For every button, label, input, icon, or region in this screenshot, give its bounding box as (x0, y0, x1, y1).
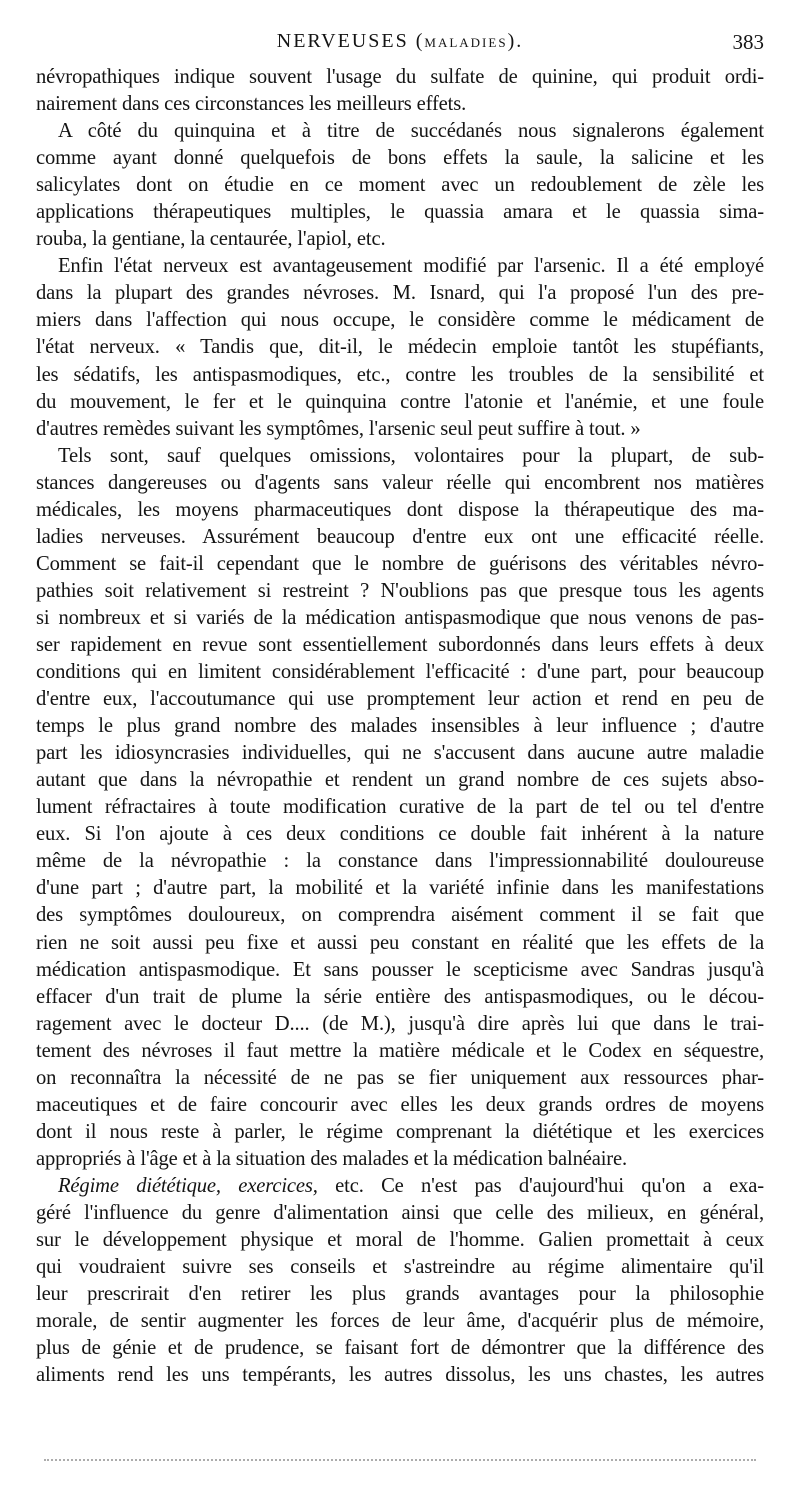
text-line (36, 902, 764, 929)
body-text (36, 64, 764, 1389)
line-text: autant que dans la névropathie et rendent un grand nombre de ces sujets abso- (36, 769, 764, 792)
line-text: même de la névropathie : la constance dans l'impressionnabilité douloureuse (36, 850, 764, 873)
line-text: l'état nerveux. « Tandis que, dit-il, le médecin emploie tantôt les stupéfiants, (36, 336, 764, 359)
text-line (36, 767, 764, 794)
running-title-subtitle: MALADIES (424, 35, 508, 50)
line-text: comme ayant donné quelquefois de bons effets la saule, la salicine et les (36, 147, 764, 170)
text-line (36, 470, 764, 497)
line-text: Tels sont, sauf quelques omissions, volontaires pour la plupart, de sub- (58, 444, 764, 467)
line-text: d'entre eux, l'accoutumance qui use promptement leur action et rend en peu de (36, 688, 764, 711)
line-text: nairement dans ces circonstances les meilleurs effets. (36, 93, 467, 116)
text-line (36, 1146, 764, 1173)
text-line (36, 1308, 764, 1335)
text-line (36, 389, 764, 416)
running-title-paren-close: ). (507, 30, 524, 52)
text-line (36, 821, 764, 848)
text-line (36, 551, 764, 578)
text-line (36, 226, 764, 253)
text-line (36, 199, 764, 226)
text-line (36, 334, 764, 361)
line-text: lument réfractaires à toute modification curative de la part de tel ou tel d'entre (36, 796, 764, 819)
text-line (36, 659, 764, 686)
line-text: d'une part ; d'autre part, la mobilité et la variété infinie dans les manifestations (36, 877, 764, 900)
line-text: plus de génie et de prudence, se faisant fort de démontrer que la différence des (36, 1337, 764, 1360)
text-line (36, 1227, 764, 1254)
line-text: médication antispasmodique. Et sans pousser le scepticisme avec Sandras jusqu'à (36, 958, 764, 981)
line-text: ser rapidement en revue sont essentiellement subordonnés dans leurs effets à deux (36, 633, 764, 656)
line-text: tement des névroses il faut mettre la matière médicale et le Codex en séquestre, (36, 1039, 764, 1062)
text-line (36, 1092, 764, 1119)
text-line (36, 1362, 764, 1389)
line-text: etc. Ce n'est pas d'aujourd'hui qu'on a exa- (317, 1174, 764, 1197)
line-text: les sédatifs, les antispasmodiques, etc., contre les troubles de la sensibilité et (36, 363, 764, 386)
running-title-paren-open: ( (408, 30, 425, 52)
text-line (36, 443, 764, 470)
line-text: applications thérapeutiques multiples, le quassia amara et le quassia sima- (36, 201, 764, 224)
line-text: Comment se fait-il cependant que le nombre de guérisons des véritables névro- (36, 552, 764, 575)
line-text: conditions qui en limitent considérablement l'efficacité : d'une part, pour beaucoup (36, 661, 764, 684)
text-line (36, 1281, 764, 1308)
text-line (36, 1119, 764, 1146)
text-line (36, 280, 764, 307)
text-line (36, 740, 764, 767)
line-text: temps le plus grand nombre des malades insensibles à leur influence ; d'autre (36, 715, 764, 738)
line-text: rouba, la gentiane, la centaurée, l'apiol, etc. (36, 228, 386, 251)
line-text: appropriés à l'âge et à la situation des malades et la médication balnéaire. (36, 1147, 627, 1170)
text-line (36, 1254, 764, 1281)
line-text: rien ne soit aussi peu fixe et aussi peu constant en réalité que les effets de la (36, 931, 764, 954)
line-text: sur le développement physique et moral de l'homme. Galien promettait à ceux (36, 1229, 764, 1252)
text-line (36, 686, 764, 713)
line-text: miers dans l'affection qui nous occupe, le considère comme le médicament de (36, 309, 764, 332)
text-line (36, 307, 764, 334)
line-text: ragement avec le docteur D.... (de M.), jusqu'à dire après lui que dans le trai- (36, 1012, 764, 1035)
line-text: dans la plupart des grandes névroses. M. Isnard, qui l'a proposé l'un des pre- (36, 282, 764, 305)
text-line (36, 91, 764, 118)
italic-heading-text: Régime diététique, exercices, (58, 1174, 318, 1197)
line-text: morale, de sentir augmenter les forces de leur âme, d'acquérir plus de mémoire, (36, 1310, 764, 1333)
line-text: médicales, les moyens pharmaceutiques dont dispose la thérapeutique des ma- (36, 498, 764, 521)
text-line (36, 172, 764, 199)
text-line (36, 416, 764, 443)
line-text: névropathiques indique souvent l'usage du sulfate de quinine, qui produit ordi- (36, 66, 764, 88)
running-header (36, 30, 764, 60)
line-text: géré l'influence du genre d'alimentation ainsi que celle des milieux, en général, (36, 1201, 764, 1224)
line-text: on reconnaîtra la nécessité de ne pas se fier uniquement aux ressources phar- (36, 1066, 764, 1089)
text-line (36, 145, 764, 172)
text-line (36, 64, 764, 91)
text-line (36, 930, 764, 957)
text-line (36, 1335, 764, 1362)
running-title (36, 30, 764, 53)
line-text: Enfin l'état nerveux est avantageusement modifié par l'arsenic. Il a été employé (58, 255, 764, 278)
text-line (36, 578, 764, 605)
text-line (36, 1038, 764, 1065)
line-text: eux. Si l'on ajoute à ces deux conditions ce double fait inhérent à la nature (36, 823, 764, 846)
text-line (36, 713, 764, 740)
line-text: ladies nerveuses. Assurément beaucoup d'entre eux ont une efficacité réelle. (36, 525, 764, 548)
line-text: du mouvement, le fer et le quinquina contre l'atonie et l'anémie, et une foule (36, 390, 764, 413)
line-text: dont il nous reste à parler, le régime comprenant la diététique et les exercices (36, 1120, 764, 1143)
text-line (36, 1011, 764, 1038)
line-text: stances dangereuses ou d'agents sans valeur réelle qui encombrent nos matières (36, 471, 764, 494)
text-line (36, 1200, 764, 1227)
text-line (36, 957, 764, 984)
line-text: A côté du quinquina et à titre de succédanés nous signalerons également (58, 120, 764, 143)
line-text: d'autres remèdes suivant les symptômes, l'arsenic seul peut suffire à tout. » (36, 417, 641, 440)
footer-dotted-rule (44, 1459, 756, 1463)
text-line (36, 118, 764, 145)
line-text: part les idiosyncrasies individuelles, qui ne s'accusent dans aucune autre maladie (36, 742, 764, 765)
running-title-main: NERVEUSES (276, 30, 409, 52)
text-line (36, 794, 764, 821)
text-line (36, 848, 764, 875)
line-text: si nombreux et si variés de la médication antispasmodique que nous venons de pas- (36, 606, 764, 629)
text-line (36, 362, 764, 389)
line-text: salicylates dont on étudie en ce moment avec un redoublement de zèle les (36, 174, 764, 197)
text-line (36, 1173, 764, 1200)
line-text: maceutiques et de faire concourir avec elles les deux grands ordres de moyens (36, 1093, 764, 1116)
text-line (36, 984, 764, 1011)
page-number: 383 (732, 30, 764, 54)
text-line (36, 875, 764, 902)
text-line (36, 632, 764, 659)
text-line (36, 605, 764, 632)
line-text: qui voudraient suivre ses conseils et s'astreindre au régime alimentaire qu'il (36, 1256, 764, 1279)
line-text: effacer d'un trait de plume la série entière des antispasmodiques, ou le décou- (36, 985, 764, 1008)
text-line (36, 524, 764, 551)
line-text: pathies soit relativement si restreint ? N'oublions pas que presque tous les agents (36, 579, 764, 602)
text-line (36, 253, 764, 280)
line-text: des symptômes douloureux, on comprendra aisément comment il se fait que (36, 904, 764, 927)
line-text: aliments rend les uns tempérants, les autres dissolus, les uns chastes, les autres (36, 1364, 764, 1387)
text-line (36, 497, 764, 524)
text-line (36, 1065, 764, 1092)
line-text: leur prescrirait d'en retirer les plus grands avantages pour la philosophie (36, 1283, 764, 1306)
